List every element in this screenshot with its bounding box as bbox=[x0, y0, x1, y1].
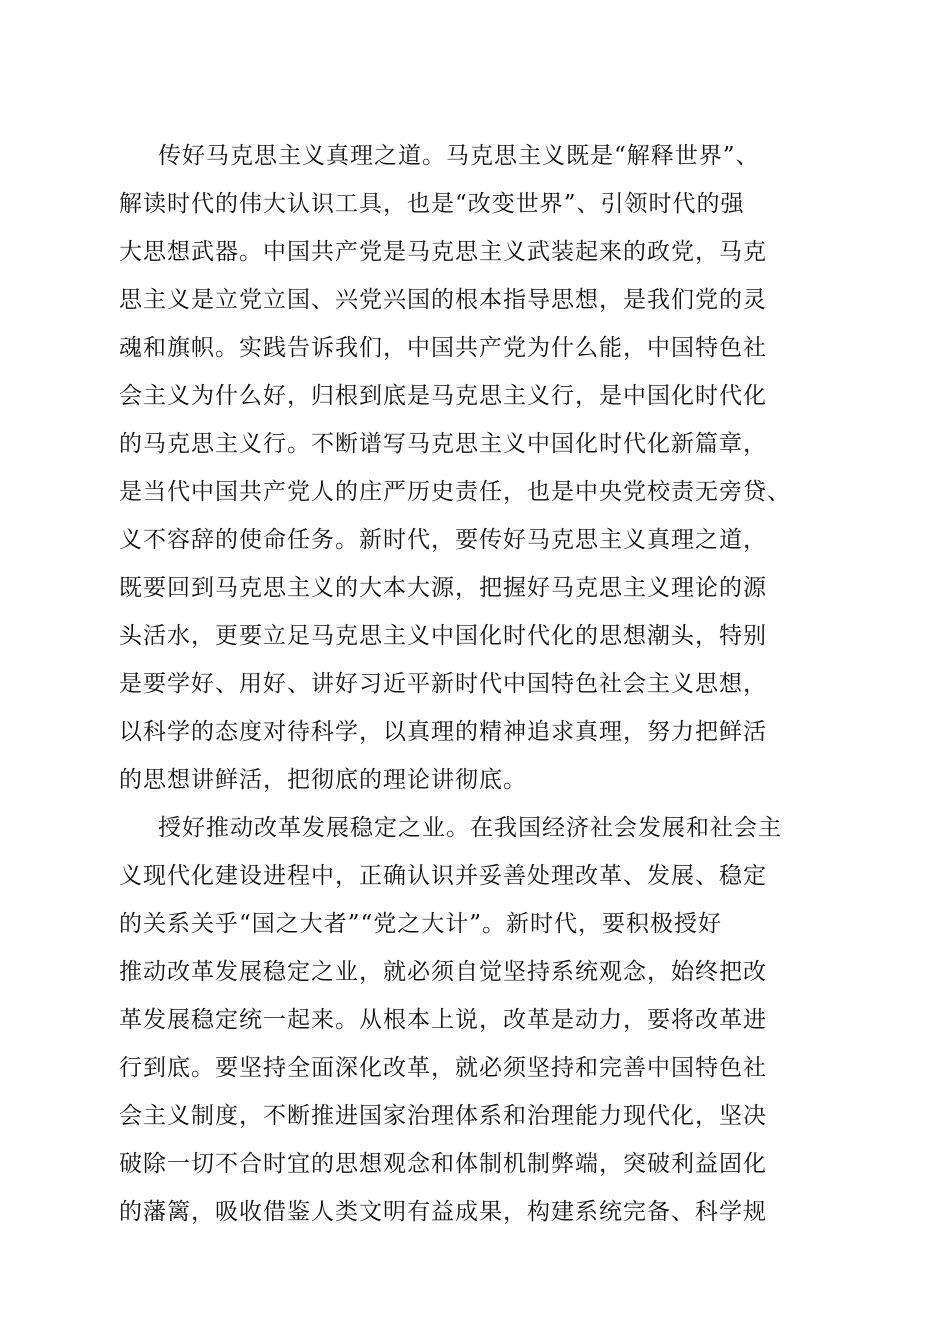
text-line: 是要学好、用好、讲好习近平新时代中国特色社会主义思想， bbox=[119, 671, 767, 697]
text-line: 授好推动改革发展稳定之业。在我国经济社会发展和社会主 bbox=[158, 815, 782, 841]
text-line: 魂和旗帜。实践告诉我们，中国共产党为什么能，中国特色社 bbox=[119, 335, 767, 361]
text-line: 头活水，更要立足马克思主义中国化时代化的思想潮头，特别 bbox=[119, 623, 767, 649]
text-line: 行到底。要坚持全面深化改革，就必须坚持和完善中国特色社 bbox=[119, 1055, 767, 1081]
text-line: 的关系关乎“国之大者”“党之大计”。新时代，要积极授好 bbox=[119, 911, 723, 937]
text-line: 义现代化建设进程中，正确认识并妥善处理改革、发展、稳定 bbox=[119, 863, 767, 889]
text-line: 思主义是立党立国、兴党兴国的根本指导思想，是我们党的灵 bbox=[119, 287, 767, 313]
text-line: 以科学的态度对待科学，以真理的精神追求真理，努力把鲜活 bbox=[119, 719, 767, 745]
text-line: 是当代中国共产党人的庄严历史责任，也是中央党校责无旁贷、 bbox=[119, 479, 791, 505]
text-line: 破除一切不合时宜的思想观念和体制机制弊端，突破利益固化 bbox=[119, 1151, 767, 1177]
text-line: 革发展稳定统一起来。从根本上说，改革是动力，要将改革进 bbox=[119, 1007, 767, 1033]
text-line: 既要回到马克思主义的大本大源，把握好马克思主义理论的源 bbox=[119, 575, 767, 601]
text-line: 传好马克思主义真理之道。马克思主义既是“解释世界”、 bbox=[158, 143, 760, 169]
text-line: 的藩篱，吸收借鉴人类文明有益成果，构建系统完备、科学规 bbox=[119, 1199, 767, 1225]
text-line: 的思想讲鲜活，把彻底的理论讲彻底。 bbox=[119, 767, 527, 793]
text-line: 的马克思主义行。不断谱写马克思主义中国化时代化新篇章， bbox=[119, 431, 767, 457]
text-line: 解读时代的伟大认识工具，也是“改变世界”、引领时代的强 bbox=[119, 191, 745, 217]
text-line: 推动改革发展稳定之业，就必须自觉坚持系统观念，始终把改 bbox=[119, 959, 767, 985]
text-line: 会主义制度，不断推进国家治理体系和治理能力现代化，坚决 bbox=[119, 1103, 767, 1129]
text-line: 会主义为什么好，归根到底是马克思主义行，是中国化时代化 bbox=[119, 383, 767, 409]
text-line: 大思想武器。中国共产党是马克思主义武装起来的政党，马克 bbox=[119, 239, 767, 265]
text-line: 义不容辞的使命任务。新时代，要传好马克思主义真理之道， bbox=[119, 527, 767, 553]
